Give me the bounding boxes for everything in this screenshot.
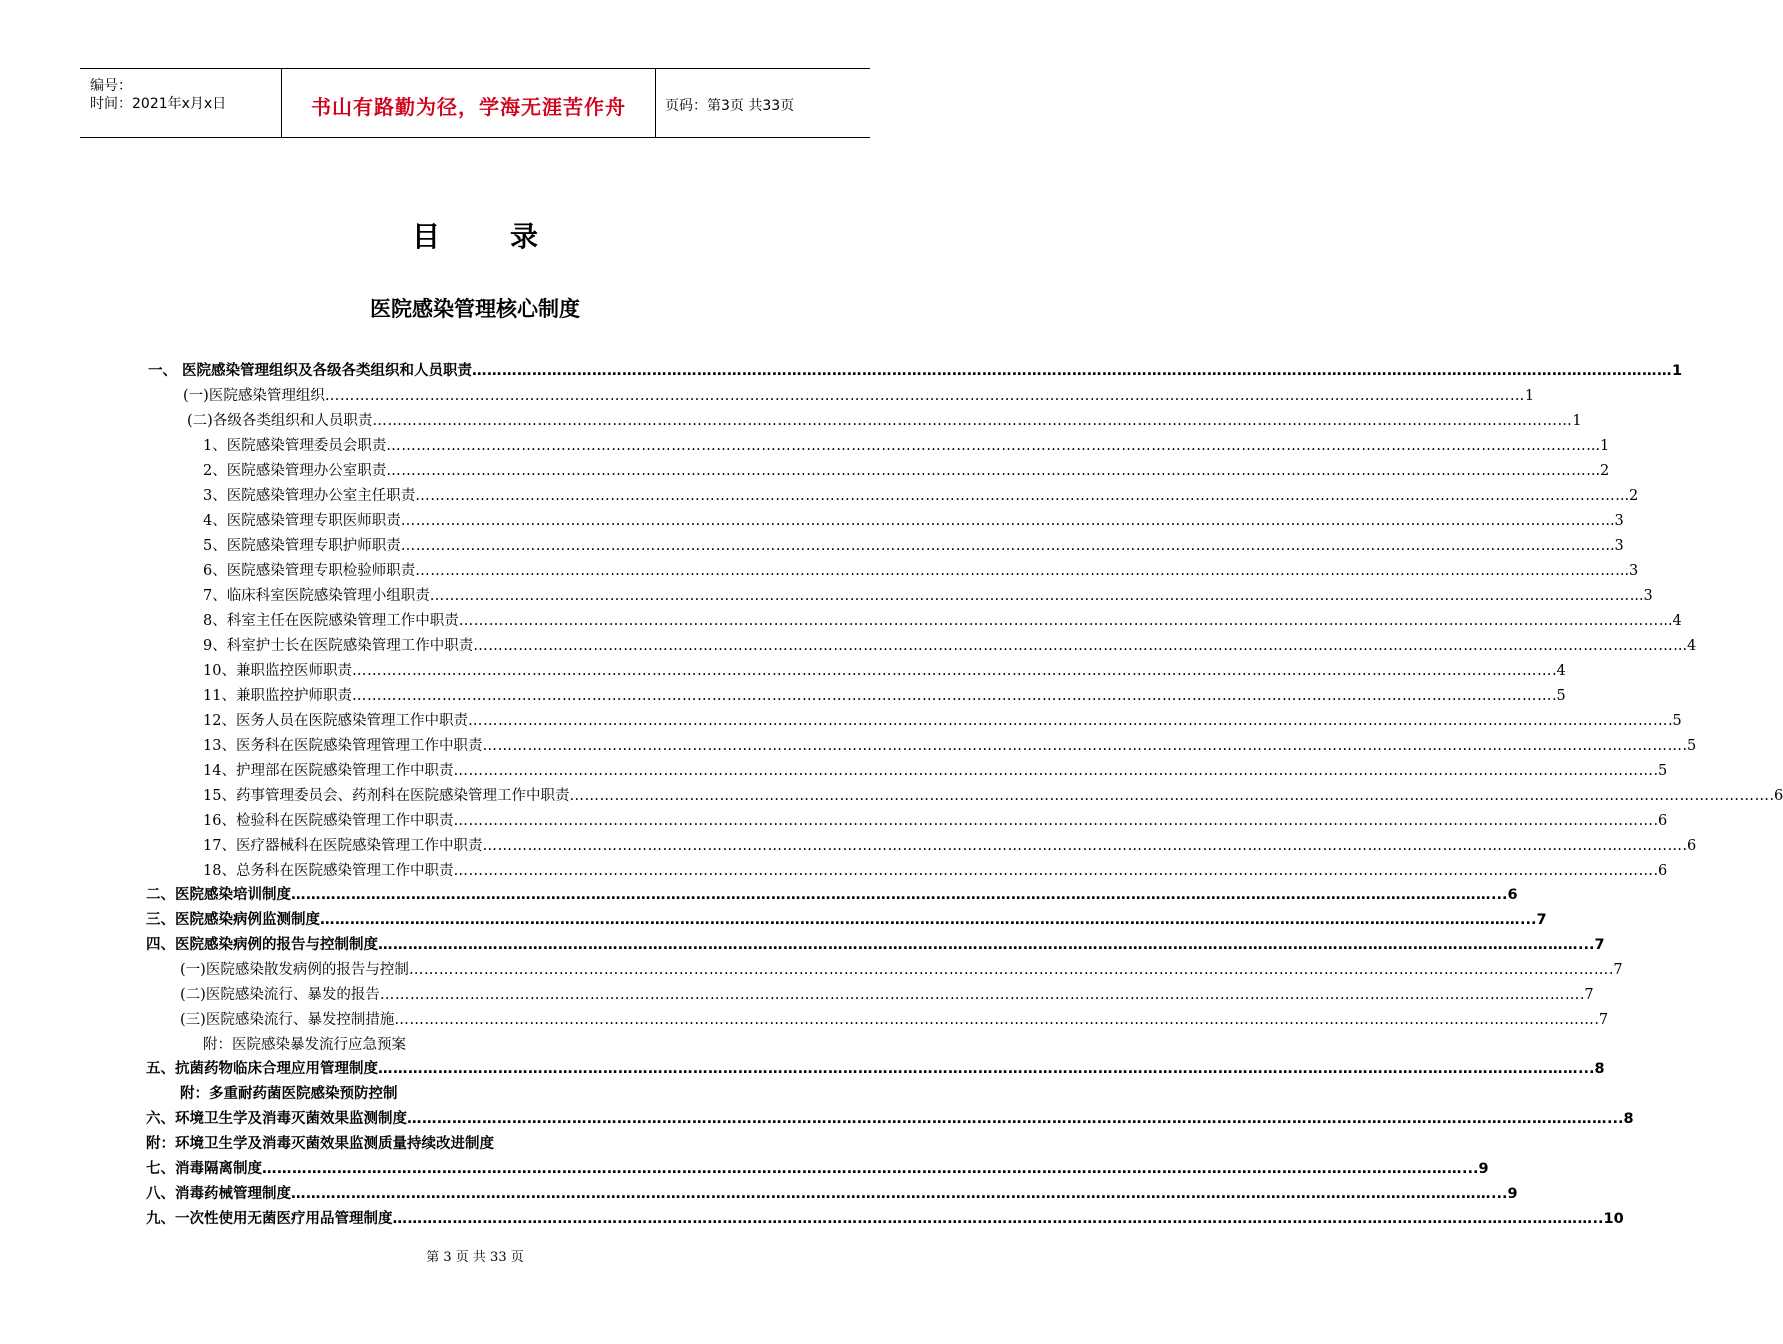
toc-entry-title: 10、兼职监控医师职责: [203, 663, 352, 679]
toc-entry-page: ...4: [1658, 613, 1682, 629]
toc-entry-page: ...7: [1578, 937, 1605, 953]
toc-dot-leader: ……………………………………………………………………………………………………………………………………………………………………………………………………………………: [262, 1161, 1462, 1177]
toc-entry-title: 8、科室主任在医院感染管理工作中职责: [203, 613, 459, 629]
toc-entry: [146, 1133, 714, 1155]
toc-dot-leader: ……………………………………………………………………………………………………………………………………………………………………………………………………………………: [351, 663, 1552, 679]
toc-entry: [146, 1183, 1518, 1205]
toc-entry-title: 3、医院感染管理办公室主任职责: [203, 488, 416, 504]
toc-entry-page: .4: [1551, 663, 1566, 679]
toc-dot-leader: ……………………………………………………………………………………………………………………………………………………………………………………………………………………: [453, 813, 1654, 829]
subtitle: 医院感染管理核心制度: [370, 297, 580, 321]
toc-entry-page: ...8: [1578, 1061, 1605, 1077]
page-header: [80, 68, 870, 138]
toc-entry-title: 三、医院感染病例监测制度: [146, 912, 320, 928]
toc-dot-leader: ……………………………………………………………………………………………………………………………………………………………………………………………………………………: [482, 838, 1683, 854]
toc-entry-title: 二、医院感染培训制度: [146, 887, 291, 903]
toc-entry-title: 6、医院感染管理专职检验师职责: [203, 563, 416, 579]
toc-entry-page: .5: [1653, 763, 1668, 779]
toc-entry-page: 1: [1524, 388, 1535, 404]
toc-entry-title: 六、环境卫生学及消毒灭菌效果监测制度: [146, 1111, 407, 1127]
toc-entry: [203, 460, 1610, 482]
toc-entry: [187, 410, 1582, 432]
toc-entry-title: 附：环境卫生学及消毒灭菌效果监测质量持续改进制度: [146, 1136, 494, 1152]
toc-entry-page: 1: [1572, 413, 1582, 429]
toc-entry-title: 11、兼职监控护师职责: [203, 688, 352, 704]
toc-dot-leader: ……………………………………………………………………………………………………………………………………………………………………………………………………………………: [400, 513, 1601, 529]
toc-entry: [203, 635, 1697, 657]
toc-entry-page: ...9: [1491, 1186, 1518, 1202]
toc-dot-leader: ……………………………………………………………………………………………………………………………………………………………………………………………………………………: [378, 1061, 1578, 1077]
toc-dot-leader: ……………………………………………………………………………………………………………………………………………………………………………………………………………………: [372, 413, 1573, 429]
toc-entry: [203, 835, 1697, 857]
toc-entry: [146, 1158, 1489, 1180]
toc-entry-title: 四、医院感染病例的报告与控制制度: [146, 937, 378, 953]
motto: 书山有路勤为径，学海无涯苦作舟: [311, 95, 626, 119]
toc-entry: [203, 1034, 712, 1056]
toc-dot-leader: ……………………………………………………………………………………………………………………………………………………………………………………………………………………: [482, 738, 1683, 754]
toc-entry-page: ..10: [1592, 1211, 1624, 1227]
toc-entry-title: (三)医院感染流行、暴发控制措施: [180, 1012, 395, 1028]
toc-entry-page: .6: [1682, 838, 1697, 854]
toc-entry-title: 14、护理部在医院感染管理工作中职责: [203, 763, 454, 779]
toc-entry-page: ...7: [1520, 912, 1547, 928]
toc-entry: [146, 909, 1547, 931]
toc-entry-title: 七、消毒隔离制度: [146, 1161, 262, 1177]
toc-dot-leader: ……………………………………………………………………………………………………………………………………………………………………………………………………………………: [453, 763, 1654, 779]
header-page-number: 页码：第3页 共33页: [665, 98, 795, 114]
toc-entry-title: (一)医院感染散发病例的报告与控制: [180, 962, 409, 978]
toc-entry-title: 5、医院感染管理专职护师职责: [203, 538, 401, 554]
toc-entry: [203, 560, 1639, 582]
toc-entry-title: 7、临床科室医院感染管理小组职责: [203, 588, 430, 604]
toc-dot-leader: ……………………………………………………………………………………………………………………………………………………………………………………………………………………: [408, 962, 1609, 978]
toc-entry: [203, 535, 1624, 557]
toc-entry: [203, 435, 1610, 457]
toc-entry-title: 18、总务科在医院感染管理工作中职责: [203, 863, 454, 879]
toc-entry-page: ...3: [1600, 513, 1624, 529]
toc-entry-page: .6: [1769, 788, 1783, 804]
toc-entry-title: 13、医务科在医院感染管理管理工作中职责: [203, 738, 483, 754]
toc-dot-leader: ……………………………………………………………………………………………………………………………………………………………………………………………………………………: [458, 613, 1659, 629]
toc-dot-leader: ……………………………………………………………………………………………………………………………………………………………………………………………………………………: [400, 538, 1601, 554]
toc-entry-title: (一)医院感染管理组织: [183, 388, 325, 404]
toc-entry-page: .7: [1594, 1012, 1609, 1028]
toc-dot-leader: ……………………………………………………………………………………………………………………………………………………………………………………………………………………: [291, 1186, 1491, 1202]
toc-entry: [203, 510, 1624, 532]
toc-entry-page: ...4: [1673, 638, 1697, 654]
toc-entry-page: ...8: [1607, 1111, 1634, 1127]
toc-dot-leader: ……………………………………………………………………………………………………………………………………………………………………………………………………………………: [392, 1211, 1593, 1227]
toc-entry-page: .6: [1653, 863, 1668, 879]
header-page-cell: [655, 69, 870, 137]
toc-dot-leader: ……………………………………………………………………………………………………………………………………………………………………………………………………………………: [473, 638, 1674, 654]
toc-dot-leader: ……………………………………………………………………………………………………………………………………………………………………………………………………………………: [378, 937, 1578, 953]
toc-entry-title: 2、医院感染管理办公室职责: [203, 463, 387, 479]
toc-dot-leader: ……………………………………………………………………………………………………………………………………………………………………………………………………………………: [291, 887, 1491, 903]
toc-dot-leader: ……………………………………………………………………………………………………………………………………………………………………………………………………………………: [415, 488, 1616, 504]
toc-entry-title: (二)医院感染流行、暴发的报告: [180, 987, 380, 1003]
toc-entry: [180, 984, 1594, 1006]
toc-entry: [203, 735, 1697, 757]
toc-entry-page: ...3: [1615, 563, 1639, 579]
page-title: [0, 215, 950, 255]
toc-entry-title: 九、一次性使用无菌医疗用品管理制度: [146, 1211, 393, 1227]
toc-entry-title: 一、 医院感染管理组织及各级各类组织和人员职责: [148, 363, 473, 379]
toc-entry: [146, 934, 1605, 956]
toc-entry-page: .7: [1579, 987, 1594, 1003]
toc-entry: [203, 810, 1668, 832]
toc-entry-title: 五、抗菌药物临床合理应用管理制度: [146, 1061, 378, 1077]
toc-dot-leader: ……………………………………………………………………………………………………………………………………………………………………………………………………………………: [429, 588, 1630, 604]
toc-entry: [203, 685, 1566, 707]
toc-entry: [203, 760, 1668, 782]
toc-entry: [203, 785, 1783, 807]
toc-entry-page: .5: [1667, 713, 1682, 729]
toc-dot-leader: ……………………………………………………………………………………………………………………………………………………………………………………………………………………: [386, 438, 1587, 454]
toc-entry-page: ...3: [1600, 538, 1624, 554]
toc-entry-title: 15、药事管理委员会、药剂科在医院感染管理工作中职责: [203, 788, 570, 804]
toc-dot-leader: ……………………………………………………………………………………………………………………………………………………………………………………………………………………: [324, 388, 1525, 404]
toc-entry-title: 1、医院感染管理委员会职责: [203, 438, 387, 454]
toc-entry-title: 4、医院感染管理专职医师职责: [203, 513, 401, 529]
toc-dot-leader: ……………………………………………………………………………………………………………………………………………………………………………………………………………………: [407, 1111, 1607, 1127]
toc-dot-leader: ……………………………………………………………………………………………………………………………………………………………………………………………………………………: [320, 912, 1520, 928]
toc-entry-title: 17、医疗器械科在医院感染管理工作中职责: [203, 838, 483, 854]
toc-entry-page: ...2: [1586, 463, 1610, 479]
toc-entry-page: .6: [1653, 813, 1668, 829]
title-char-2: 录: [510, 220, 539, 253]
toc-entry: [180, 1009, 1609, 1031]
toc-entry: [146, 1058, 1605, 1080]
toc-entry-title: 八、消毒药械管理制度: [146, 1186, 291, 1202]
toc-dot-leader: ……………………………………………………………………………………………………………………………………………………………………………………………………………………: [472, 363, 1673, 379]
toc-dot-leader: ……………………………………………………………………………………………………………………………………………………………………………………………………………………: [351, 688, 1552, 704]
toc-dot-leader: ……………………………………………………………………………………………………………………………………………………………………………………………………………………: [415, 563, 1616, 579]
toc-entry-page: ...6: [1491, 887, 1518, 903]
toc-entry-page: ...1: [1586, 438, 1610, 454]
toc-dot-leader: ……………………………………………………………………………………………………………………………………………………………………………………………………………………: [453, 863, 1654, 879]
toc-entry-page: ...3: [1629, 588, 1653, 604]
toc-dot-leader: ……………………………………………………………………………………………………………………………………………………………………………………………………………………: [569, 788, 1770, 804]
header-meta-cell: [80, 69, 281, 137]
toc-entry: [180, 1083, 714, 1105]
toc-dot-leader: ……………………………………………………………………………………………………………………………………………………………………………………………………………………: [386, 463, 1587, 479]
toc-entry: [183, 385, 1535, 407]
toc-dot-leader: ……………………………………………………………………………………………………………………………………………………………………………………………………………………: [379, 987, 1580, 1003]
toc-entry: [203, 610, 1682, 632]
toc-entry: [203, 485, 1639, 507]
toc-entry-title: 12、医务人员在医院感染管理工作中职责: [203, 713, 468, 729]
toc-entry: [203, 860, 1668, 882]
toc-entry: [146, 1108, 1634, 1130]
toc-entry: [180, 959, 1623, 981]
toc-entry: [203, 710, 1682, 732]
toc-entry-title: 16、检验科在医院感染管理工作中职责: [203, 813, 454, 829]
toc-dot-leader: ……………………………………………………………………………………………………………………………………………………………………………………………………………………: [467, 713, 1668, 729]
toc-entry: [146, 884, 1518, 906]
toc-entry-title: (二)各级各类组织和人员职责: [187, 413, 373, 429]
date-label: 时间：2021年x月x日: [90, 96, 227, 112]
toc-entry-page: ...9: [1462, 1161, 1489, 1177]
toc-entry-page: .7: [1608, 962, 1623, 978]
toc-entry-page: .5: [1682, 738, 1697, 754]
toc-dot-leader: ……………………………………………………………………………………………………………………………………………………………………………………………………………………: [394, 1012, 1595, 1028]
title-char-1: 目: [411, 220, 440, 253]
toc-entry-title: 9、科室护士长在医院感染管理工作中职责: [203, 638, 474, 654]
serial-label: 编号：: [90, 78, 132, 94]
toc-entry: [148, 360, 1683, 382]
toc-entry: [203, 660, 1566, 682]
page-footer: 第 3 页 共 33 页: [426, 1250, 524, 1265]
toc-entry-page: .5: [1551, 688, 1566, 704]
header-motto-cell: [281, 69, 656, 137]
toc-entry-page: ...2: [1615, 488, 1639, 504]
toc-entry: [203, 585, 1653, 607]
toc-entry: [146, 1208, 1624, 1230]
toc-entry-page: 1: [1672, 363, 1683, 379]
toc-entry-title: 附：多重耐药菌医院感染预防控制: [180, 1086, 398, 1102]
toc-entry-title: 附：医院感染暴发流行应急预案: [203, 1037, 406, 1053]
